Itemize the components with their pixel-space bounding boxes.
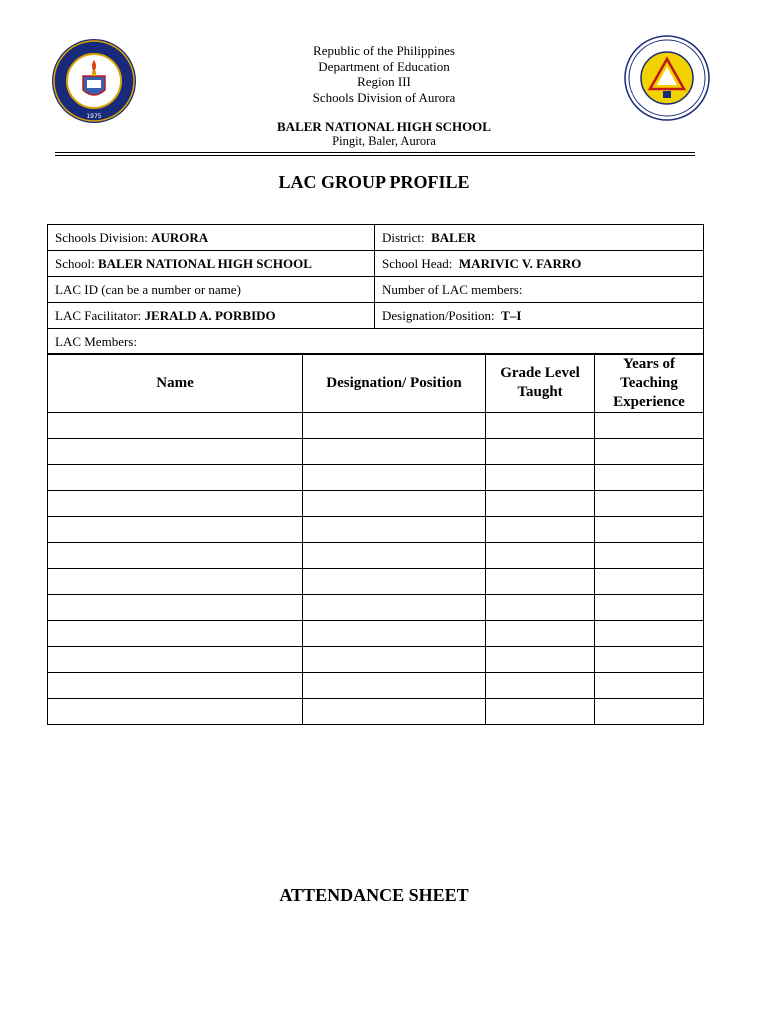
member-cell[interactable] — [595, 673, 704, 699]
member-cell[interactable] — [486, 647, 595, 673]
member-cell[interactable] — [486, 465, 595, 491]
letterhead-lines — [184, 43, 584, 105]
district-value: BALER — [431, 229, 476, 245]
member-cell[interactable] — [486, 699, 595, 725]
member-cell[interactable] — [48, 595, 303, 621]
member-cell[interactable] — [303, 413, 486, 439]
member-cell[interactable] — [48, 621, 303, 647]
lac-id-label: LAC ID (can be a number or name) — [55, 281, 241, 297]
letterhead-line: Schools Division of Aurora — [312, 89, 456, 105]
member-cell[interactable] — [486, 413, 595, 439]
table-row — [48, 225, 704, 251]
school-name: BALER NATIONAL HIGH SCHOOL — [277, 119, 491, 134]
letterhead-line: Department of Education — [318, 58, 450, 74]
member-cell[interactable] — [48, 465, 303, 491]
division-value: AURORA — [151, 229, 209, 245]
table-row — [48, 251, 704, 277]
table-row — [48, 517, 704, 543]
table-row — [48, 303, 704, 329]
member-cell[interactable] — [595, 621, 704, 647]
member-cell[interactable] — [48, 647, 303, 673]
member-cell[interactable] — [48, 699, 303, 725]
page-title: LAC GROUP PROFILE — [278, 172, 470, 192]
member-cell[interactable] — [303, 673, 486, 699]
head-value: MARIVIC V. FARRO — [458, 255, 582, 271]
member-cell[interactable] — [595, 569, 704, 595]
member-rows — [48, 413, 704, 725]
member-cell[interactable] — [486, 491, 595, 517]
member-cell[interactable] — [303, 543, 486, 569]
school-label: School: — [55, 255, 95, 271]
member-cell[interactable] — [486, 517, 595, 543]
profile-cell-members-count — [375, 277, 704, 303]
column-header-grade-level: Grade Level Taught — [486, 354, 595, 413]
member-cell[interactable] — [303, 699, 486, 725]
member-cell[interactable] — [303, 439, 486, 465]
member-cell[interactable] — [48, 569, 303, 595]
table-row — [48, 569, 704, 595]
member-cell[interactable] — [486, 621, 595, 647]
profile-table — [47, 224, 704, 355]
member-cell[interactable] — [303, 517, 486, 543]
table-row — [48, 413, 704, 439]
member-cell[interactable] — [48, 517, 303, 543]
member-cell[interactable] — [595, 595, 704, 621]
profile-cell-facilitator — [48, 303, 375, 329]
designation-label: Designation/Position: — [382, 307, 495, 323]
table-row — [48, 329, 704, 355]
member-cell[interactable] — [486, 543, 595, 569]
division-label: Schools Division: — [55, 229, 148, 245]
school-value: BALER NATIONAL HIGH SCHOOL — [97, 255, 312, 271]
table-row — [48, 439, 704, 465]
header-divider — [55, 155, 695, 156]
table-row — [48, 465, 704, 491]
column-header-name: Name — [48, 354, 303, 413]
member-cell[interactable] — [48, 413, 303, 439]
member-cell[interactable] — [303, 569, 486, 595]
column-header-years-experience: Years of Teaching Experience — [595, 354, 704, 413]
member-cell[interactable] — [303, 647, 486, 673]
profile-cell-designation — [375, 303, 704, 329]
head-label: School Head: — [382, 255, 453, 271]
schools-division-aurora-seal — [51, 38, 137, 124]
profile-cell-members — [48, 329, 704, 355]
member-cell[interactable] — [303, 595, 486, 621]
member-cell[interactable] — [303, 621, 486, 647]
member-cell[interactable] — [48, 439, 303, 465]
school-address: Pingit, Baler, Aurora — [332, 134, 436, 148]
member-cell[interactable] — [303, 491, 486, 517]
baler-national-high-school-seal — [624, 35, 710, 121]
facilitator-label: LAC Facilitator: — [55, 307, 142, 323]
table-row — [48, 595, 704, 621]
table-row — [48, 621, 704, 647]
member-cell[interactable] — [595, 543, 704, 569]
profile-cell-lac-id — [48, 277, 375, 303]
table-row — [48, 277, 704, 303]
member-cell[interactable] — [486, 439, 595, 465]
table-row — [48, 491, 704, 517]
attendance-title: ATTENDANCE SHEET — [279, 885, 469, 905]
member-cell[interactable] — [486, 569, 595, 595]
designation-value: T–I — [501, 307, 522, 323]
member-cell[interactable] — [595, 465, 704, 491]
member-cell[interactable] — [595, 491, 704, 517]
table-row — [48, 673, 704, 699]
column-header-designation: Designation/ Position — [303, 354, 486, 413]
letterhead-line: Region III — [357, 74, 411, 89]
members-label: LAC Members: — [55, 333, 137, 349]
member-cell[interactable] — [595, 517, 704, 543]
header-divider — [55, 152, 695, 153]
member-cell[interactable] — [486, 673, 595, 699]
member-cell[interactable] — [595, 647, 704, 673]
table-header-row — [48, 354, 704, 413]
member-cell[interactable] — [48, 673, 303, 699]
table-row — [48, 699, 704, 725]
profile-cell-school — [48, 251, 375, 277]
svg-text:1975: 1975 — [86, 113, 102, 120]
member-cell[interactable] — [595, 699, 704, 725]
facilitator-value: JERALD A. PORBIDO — [144, 307, 276, 323]
member-cell[interactable] — [595, 413, 704, 439]
member-cell[interactable] — [48, 491, 303, 517]
district-label: District: — [382, 229, 425, 245]
table-row — [48, 543, 704, 569]
members-count-label: Number of LAC members: — [382, 281, 523, 297]
member-cell[interactable] — [303, 465, 486, 491]
profile-cell-head — [375, 251, 704, 277]
profile-cell-district — [375, 225, 704, 251]
member-cell[interactable] — [595, 439, 704, 465]
letterhead-line: Republic of the Philippines — [313, 43, 455, 58]
member-cell[interactable] — [48, 543, 303, 569]
members-table — [47, 353, 704, 725]
profile-cell-division — [48, 225, 375, 251]
member-cell[interactable] — [486, 595, 595, 621]
table-row — [48, 647, 704, 673]
